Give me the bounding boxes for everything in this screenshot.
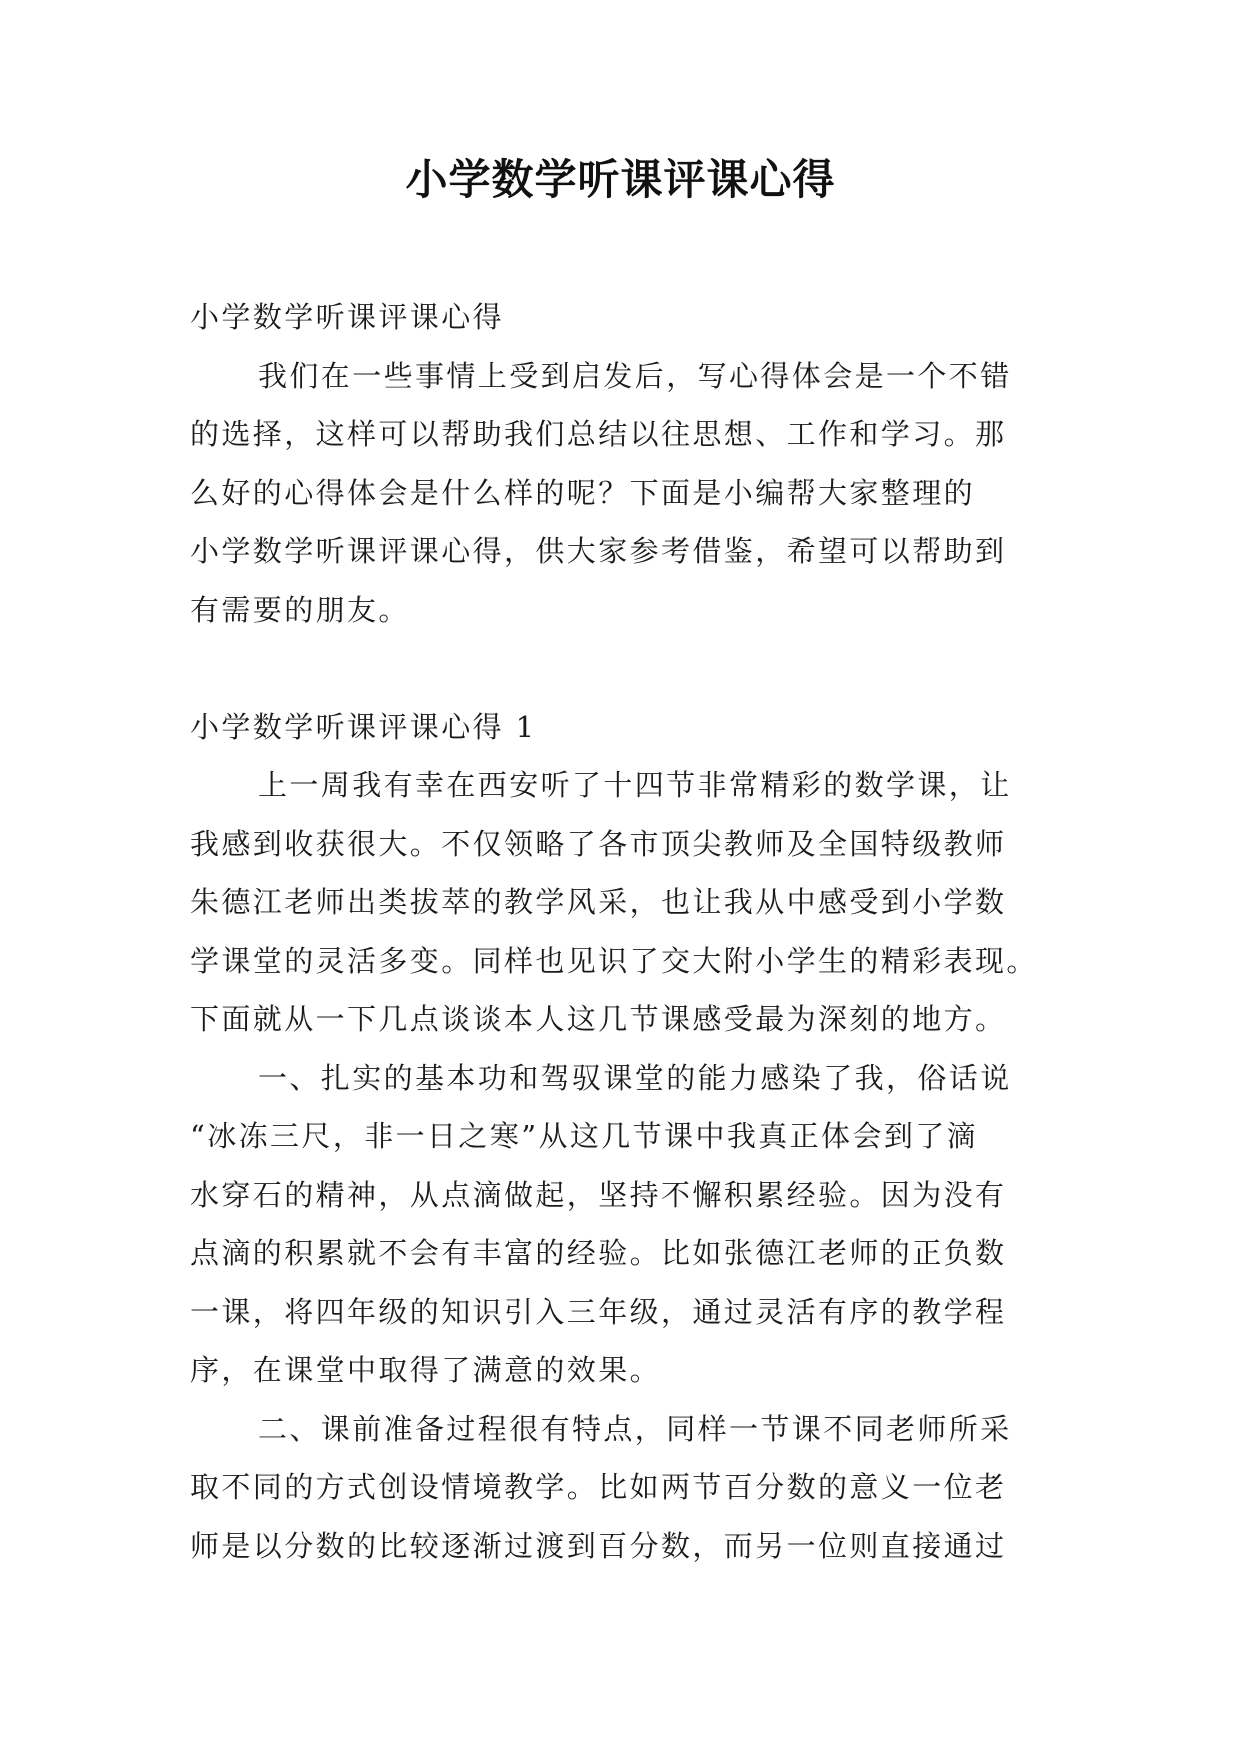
document-body (190, 288, 1060, 1575)
text-line: 么好的心得体会是什么样的呢？下面是小编帮大家整理的 (190, 475, 976, 510)
section-heading: 小学数学听课评课心得 (190, 300, 505, 334)
text-line: 有需要的朋友。 (190, 592, 410, 627)
text-line: 点滴的积累就不会有丰富的经验。比如张德江老师的正负数 (190, 1236, 1007, 1270)
text-line: 水穿石的精神，从点滴做起，坚持不懈积累经验。因为没有 (190, 1177, 1007, 1212)
text-line: 朱德江老师出类拔萃的教学风采，也让我从中感受到小学数 (190, 885, 1007, 919)
paragraph-gap (190, 639, 1060, 698)
text-line: 我们在一些事情上受到启发后，写心得体会是一个不错 (258, 358, 1012, 393)
text-line: 小学数学听课评课心得 1 (190, 709, 537, 744)
text-line: 一课，将四年级的知识引入三年级，通过灵活有序的教学程 (190, 1294, 1007, 1329)
text-line: 的选择，这样可以帮助我们总结以往思想、工作和学习。那 (190, 417, 1007, 451)
text-line: 小学数学听课评课心得，供大家参考借鉴，希望可以帮助到 (190, 534, 1007, 568)
text-line: 上一周我有幸在西安听了十四节非常精彩的数学课，让 (258, 768, 1012, 802)
text-line: 取不同的方式创设情境教学。比如两节百分数的意义一位老 (190, 1470, 1007, 1504)
text-line: 序，在课堂中取得了满意的效果。 (190, 1353, 662, 1387)
text-line: 二、课前准备过程很有特点，同样一节课不同老师所采 (258, 1411, 1012, 1446)
document-title: 小学数学听课评课心得 (405, 155, 836, 204)
text-line: 我感到收获很大。不仅领略了各市顶尖教师及全国特级教师 (190, 826, 1007, 861)
text-line: 师是以分数的比较逐渐过渡到百分数，而另一位则直接通过 (190, 1528, 1007, 1563)
text-line: 下面就从一下几点谈谈本人这几节课感受最为深刻的地方。 (190, 1002, 1007, 1036)
text-line: 一、扎实的基本功和驾驭课堂的能力感染了我，俗话说 (258, 1060, 1012, 1095)
text-line: 学课堂的灵活多变。同样也见识了交大附小学生的精彩表现。 (190, 943, 1038, 978)
text-line: “冰冻三尺，非一日之寒”从这几节课中我真正体会到了滴 (190, 1119, 979, 1153)
